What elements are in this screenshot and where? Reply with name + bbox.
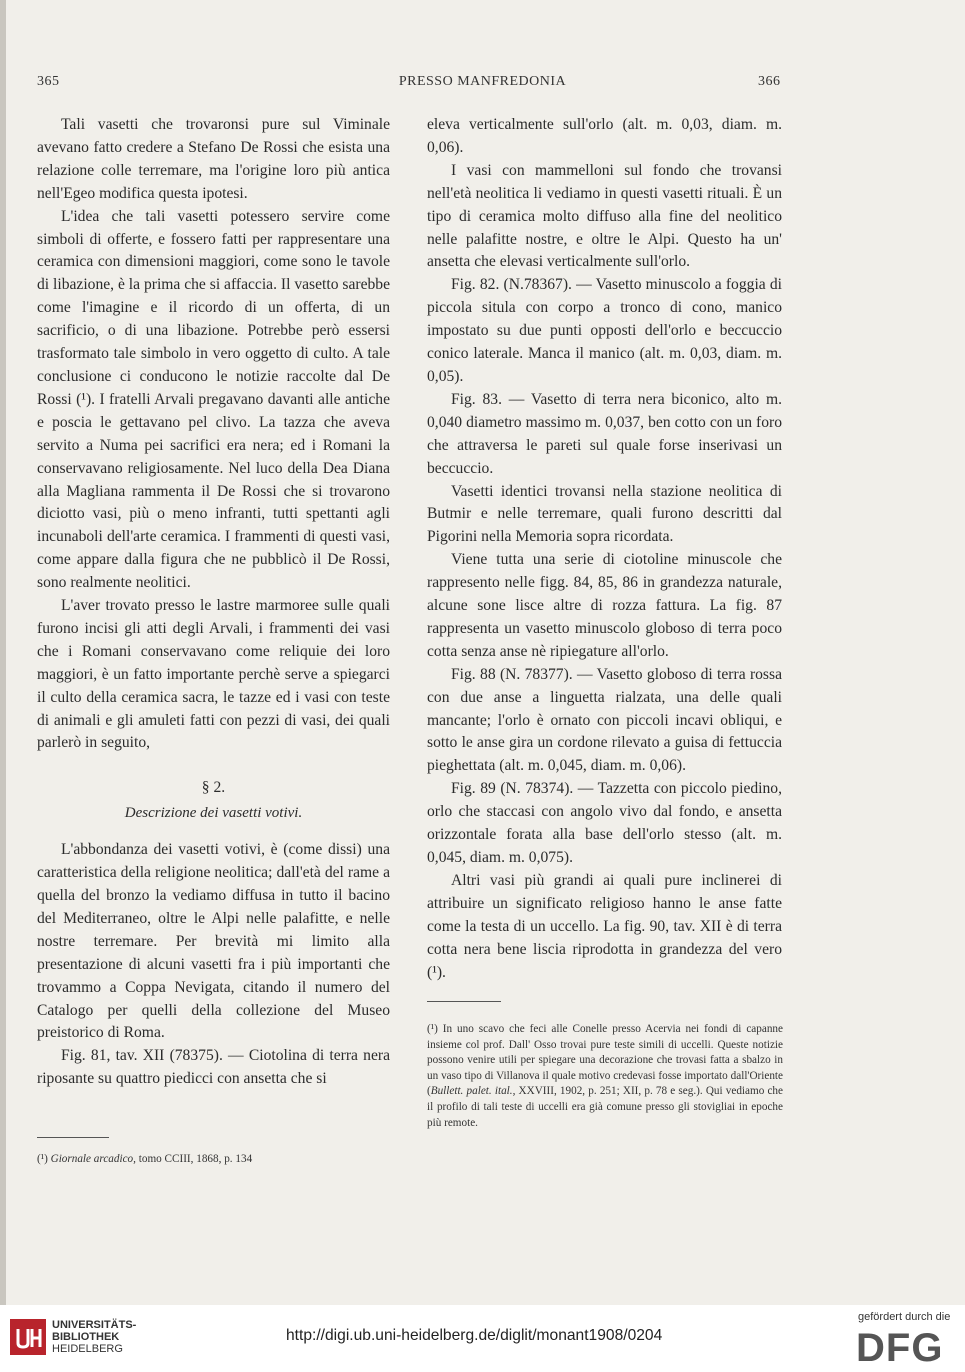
page-number-left: 365 xyxy=(37,74,60,89)
section-subtitle: Descrizione dei vasetti votivi. xyxy=(124,805,303,822)
right-paragraph-1: eleva verticalmente sull'orlo (alt. m. 0,03, diam. m. 0,06). xyxy=(427,116,782,156)
footnote-right xyxy=(427,1022,783,1131)
section-heading: § 2. xyxy=(201,779,226,797)
dfg-logo-icon: DFG xyxy=(856,1326,944,1370)
left-paragraph-4: L'abbondanza dei vasetti votivi, è (come dissi) una caratteristica della religione neolitica; dall'età del rame a quella del bronzo la vediamo diffusa in tutto il bacino del Mediterraneo, oltre le Alpi nelle palafitte, e nelle nostre terremare. Per brevità mi limito alla presentazione di alcuni vasetti fra i più importanti che trovammo a Coppa Nevigata, citando il numero del Catalogo per quelli della collezione del Museo preistorico di Roma. xyxy=(37,841,390,1042)
right-paragraph-2: I vasi con mammelloni sul fondo che trovansi nell'età neolitica li vediamo in questi vasetti rituali. È un tipo di ceramica molto diffuso alla fine del neolitico nelle palafitte nostre, e oltre le Alpi. Questo ha un' ansetta che elevasi verticalmente sull'orlo. xyxy=(427,161,782,271)
funding-caption: gefördert durch die xyxy=(858,1311,951,1323)
footnote-left-mark: (¹) xyxy=(37,1153,48,1165)
footnote-left-source: Giornale arcadico, xyxy=(50,1153,136,1165)
footnote-right-text-a: (¹) In uno scavo che feci alle Conelle presso Acervia nei fondi di capanne insieme col prof. Dall' Osso trovai pure teste simili di uccelli. Queste notizie possono venire utili per spiegare una decorazione che trovasi fatta a sbalzo in un vaso tipo di Villanova il quale motivo credevasi fosse importato dall'Oriente ( xyxy=(427,1023,783,1098)
right-paragraph-6: Viene tutta una serie di ciotoline minuscole che rappresento nelle figg. 84, 85, 86 in grandezza naturale, alcune sone lisce altre di rozza fattura. La fig. 87 rappresenta un vasetto minuscolo globoso di terra poco cotta senza anse nè ripiegature all'orlo. xyxy=(427,551,782,660)
footnote-left-rest: tomo CCIII, 1868, p. 134 xyxy=(135,1153,253,1165)
right-paragraph-8: Fig. 89 (N. 78374). — Tazzetta con piccolo piedino, orlo che staccasi con angolo vivo dal fondo, e ansetta orizzontale forata alla base dell'orlo stesso (alt. m. 0,045, diam. m. 0,075). xyxy=(427,780,782,866)
right-paragraph-3: Fig. 82. (N.78367). — Vasetto minuscolo a foggia di piccola situla con corpo a tronco di cono, manico impostato su due punti opposti dell'orlo e beccuccio conico laterale. Manca il manico (alt. m. 0,03, diam. m. 0,05). xyxy=(427,276,782,385)
left-paragraph-2: L'idea che tali vasetti potessero servire come simboli di offerte, e fossero fatti per rappresentare una ceramica con dimensioni maggiori, come sono le tavole di libazione, è la prima che si affaccia. Il vasetto sarebbe come l'imagine e il ricordo di un offerta, di un sacrificio, o di una libazione. Potrebbe però essersi trasformato tale simbolo in vero oggetto di culto. A tale conclusione ci conducono le notizie raccolte dal De Rossi (¹). I fratelli Arvali pregavano davanti alle antiche e poscia le gettavano pel clivo. La tazza che aveva servito a Numa pei sacrifici era nera; ed i Romani la conservavano religiosamente. Nel luco della Dea Diana alla Magliana rammenta il De Rossi che si trovarono diciotto vasi, più o meno infranti, tutti spettanti agli incunaboli dell'arte ceramica. I frammenti di questi vasi, come appare dalla figura che ne pubblicò il De Rossi, sono realmente neolitici. xyxy=(37,207,391,592)
right-paragraph-5: Vasetti identici trovansi nella stazione neolitica di Butmir e nelle terremare, quali furono descritti dal Pigorini nella Memoria sopra ricordata. xyxy=(427,482,782,546)
left-paragraph-1: Tali vasetti che trovaronsi pure sul Viminale avevano fatto credere a Stefano De Rossi che esista una relazione colle terremare, ma l'origine loro più antica nell'Egeo modifica questa ipotesi. xyxy=(37,116,390,202)
viewer-footer xyxy=(0,1305,965,1372)
uni-line-2: BIBLIOTHEK xyxy=(52,1331,120,1343)
footnote-right-text-b: XXVIII, 1902, p. 251; XII, p. 78 e seg.). Qui vediamo che il profilo di tali teste di uccelli era già comune presso gli stovigliai in epoche più remote. xyxy=(427,1085,783,1129)
footnote-rule-left xyxy=(37,1137,109,1138)
page-edge-shadow xyxy=(0,0,6,1305)
right-paragraph-4: Fig. 83. — Vasetto di terra nera biconico, alto m. 0,040 diametro massimo m. 0,037, ben cotto con un foro che attraversa le pareti sul quale forse inserivasi un beccuccio. xyxy=(427,390,782,477)
right-column xyxy=(427,114,782,984)
footnote-left xyxy=(37,1152,390,1168)
university-library-name xyxy=(52,1319,136,1355)
permalink-url[interactable]: http://digi.ub.uni-heidelberg.de/diglit/monant1908/0204 xyxy=(286,1327,663,1344)
uni-line-1: UNIVERSITÄTS- xyxy=(52,1319,137,1331)
uni-line-3: HEIDELBERG xyxy=(52,1343,123,1355)
left-column xyxy=(37,114,390,1091)
running-title: PRESSO MANFREDONIA xyxy=(398,74,567,89)
footnote-rule-right xyxy=(427,1001,501,1002)
left-paragraph-3: L'aver trovato presso le lastre marmoree sulle quali furono incisi gli atti degli Arvali, i frammenti dei vasi che i Romani conservavano come reliquie dei loro maggiori, è un fatto importante perchè serve a spiegarci il culto della ceramica sacra, le tazze ed i vasi con teste di animali e gli amuleti fatti con pezzi di vasi, dei quali parlerò in seguito, xyxy=(37,597,390,752)
page-number-right: 366 xyxy=(758,74,781,89)
left-paragraph-5: Fig. 81, tav. XII (78375). — Ciotolina di terra nera riposante su quattro piedicci con ansetta che si xyxy=(37,1047,390,1088)
right-paragraph-7: Fig. 88 (N. 78377). — Vasetto globoso di terra rossa con due anse a linguetta rialzata, una delle quali mancante; l'orlo è ornato con piccoli incavi obliqui, e sotto le anse gira un cordone rilevato a guisa di fettuccia pieghettata (alt. m. 0,045, diam. m. 0,06). xyxy=(427,665,782,775)
university-library-logo-icon xyxy=(10,1319,46,1355)
right-paragraph-9: Altri vasi più grandi ai quali pure inclinerei di attribuire un significato religioso hanno le anse fatte come la testa di un uccello. La fig. 90, tav. XII è di terra cotta nera bene liscia riprodotta in grandezza del vero (¹). xyxy=(427,871,782,981)
footnote-right-source: Bullett. palet. ital., xyxy=(430,1085,516,1098)
